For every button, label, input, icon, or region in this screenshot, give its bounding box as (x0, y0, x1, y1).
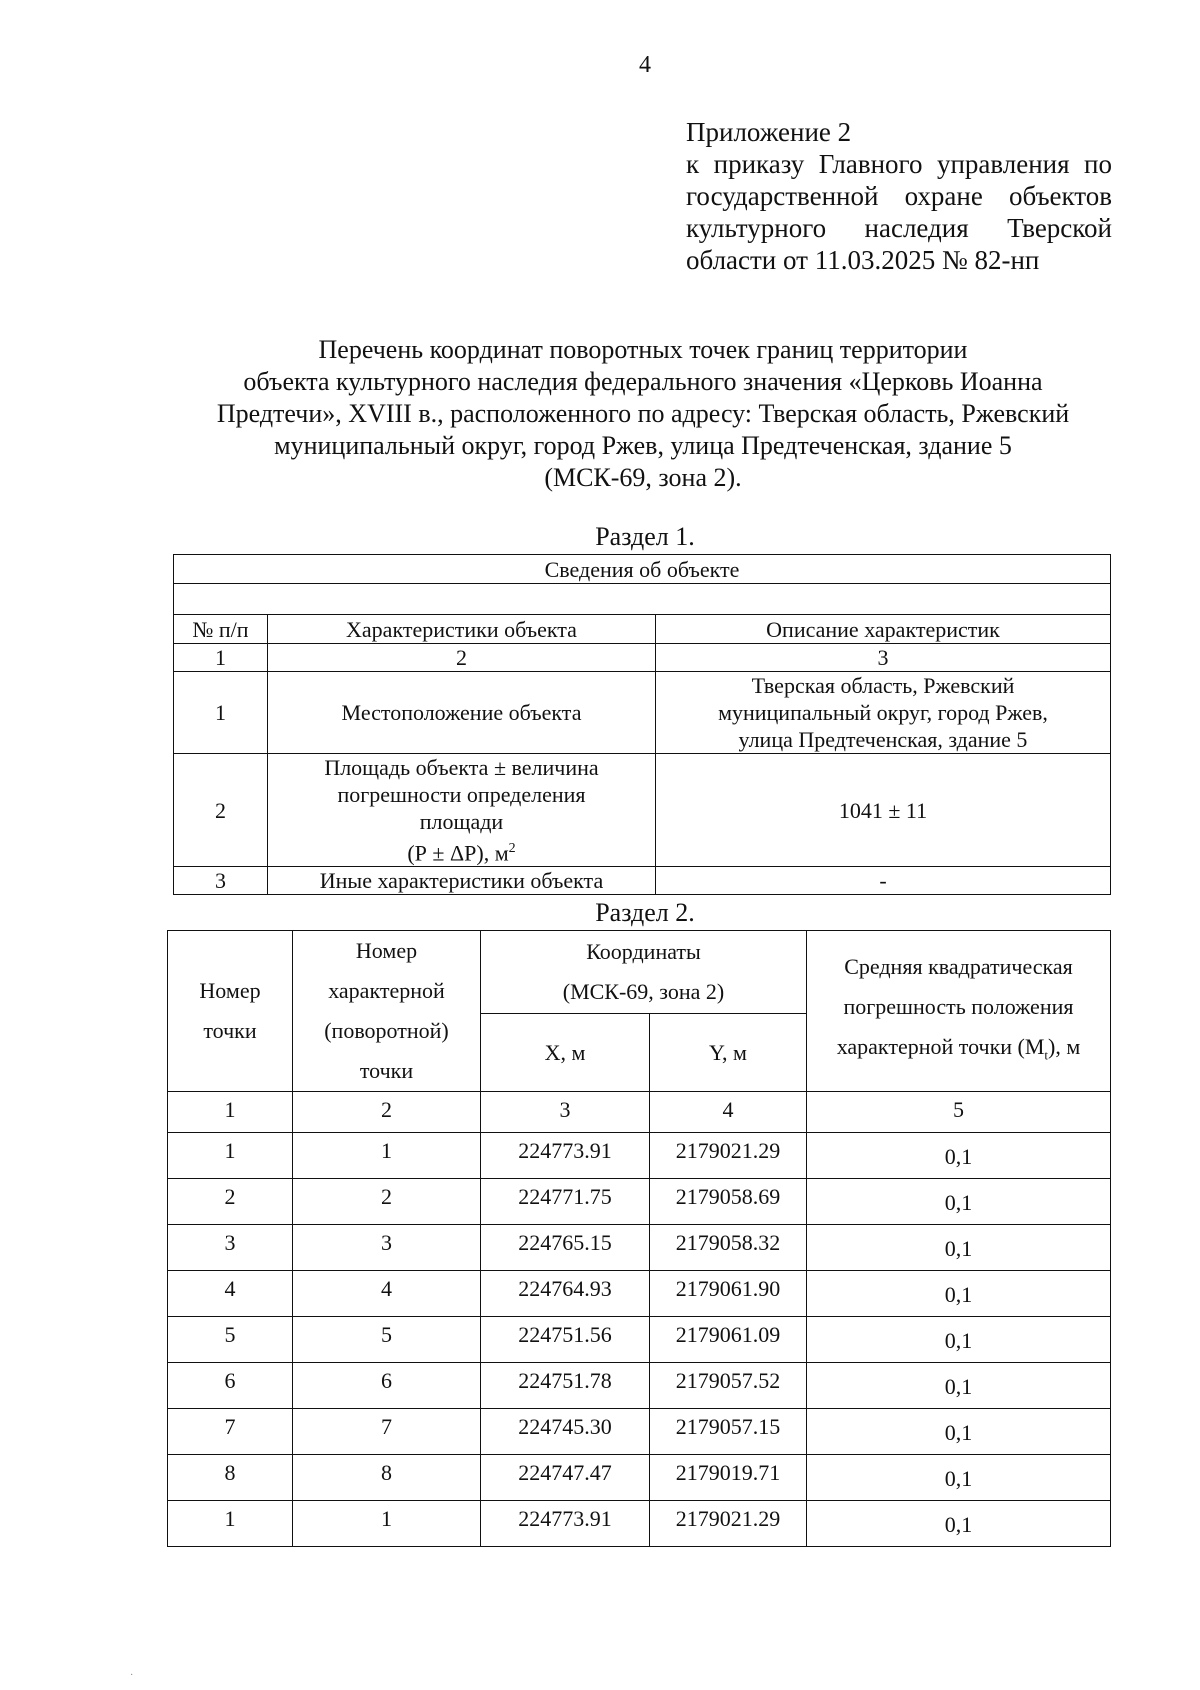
y-coordinate: 2179058.69 (650, 1179, 807, 1225)
table-row (168, 1317, 1111, 1363)
error-value: 0,1 (807, 1179, 1111, 1225)
table-row (168, 1455, 1111, 1501)
column-header: Описание характеристик (656, 615, 1111, 644)
empty-row (174, 584, 1111, 615)
column-number: 3 (656, 644, 1111, 672)
section2-heading: Раздел 2. (595, 898, 695, 927)
title-line: (МСК-69, зона 2). (544, 463, 742, 492)
table-row (168, 1179, 1111, 1225)
x-coordinate: 224745.30 (481, 1409, 650, 1455)
point-number: 1 (168, 1501, 293, 1547)
table-row (168, 1363, 1111, 1409)
header-char-point-number (293, 931, 481, 1092)
error-value: 0,1 (807, 1133, 1111, 1179)
table-row (168, 1225, 1111, 1271)
object-info-table (173, 554, 1111, 895)
x-coordinate: 224771.75 (481, 1179, 650, 1225)
name-line: погрешности определения (337, 782, 586, 807)
error-unit: ), м (1048, 1033, 1081, 1059)
char-point-number: 2 (293, 1179, 481, 1225)
title-line: Предтечи», XVIII в., расположенного по адресу: Тверская область, Ржевский (216, 399, 1070, 428)
document-title (170, 334, 1116, 494)
char-point-number: 1 (293, 1501, 481, 1547)
point-number: 1 (168, 1133, 293, 1179)
point-number: 7 (168, 1409, 293, 1455)
appendix-block (686, 116, 1112, 276)
y-coordinate: 2179058.32 (650, 1225, 807, 1271)
value-line: муниципальный округ, город Ржев, (718, 700, 1048, 725)
column-number: 1 (168, 1092, 293, 1133)
header-line: Номер (199, 978, 261, 1003)
header-line (813, 1027, 1104, 1075)
characteristic-value (656, 672, 1111, 754)
characteristic-value: 1041 ± 11 (656, 754, 1111, 867)
header-line: точки (203, 1018, 257, 1043)
char-point-number: 1 (293, 1133, 481, 1179)
point-number: 2 (168, 1179, 293, 1225)
point-number: 3 (168, 1225, 293, 1271)
title-line: объекта культурного наследия федерального значения «Церковь Иоанна (243, 367, 1043, 396)
x-coordinate: 224751.56 (481, 1317, 650, 1363)
char-point-number: 5 (293, 1317, 481, 1363)
characteristic-name (268, 754, 656, 867)
area-formula: (Р ± ΔР), м (407, 840, 509, 866)
column-number: 2 (268, 644, 656, 672)
column-header: Характеристики объекта (268, 615, 656, 644)
error-value: 0,1 (807, 1409, 1111, 1455)
point-number: 5 (168, 1317, 293, 1363)
characteristic-value: - (656, 867, 1111, 895)
point-number: 8 (168, 1455, 293, 1501)
name-line: Площадь объекта ± величина (324, 755, 599, 780)
x-coordinate: 224764.93 (481, 1271, 650, 1317)
header-line: (МСК-69, зона 2) (562, 979, 725, 1005)
page-number: 4 (639, 52, 651, 78)
x-coordinate: 224773.91 (481, 1133, 650, 1179)
header-coordinates (481, 931, 807, 1014)
y-coordinate: 2179019.71 (650, 1455, 807, 1501)
y-coordinate: 2179061.90 (650, 1271, 807, 1317)
header-line: (поворотной) (324, 1018, 449, 1043)
header-point-number (168, 931, 293, 1092)
x-coordinate: 224747.47 (481, 1455, 650, 1501)
header-line: точки (359, 1058, 414, 1083)
char-point-number: 8 (293, 1455, 481, 1501)
header-line: Средняя квадратическая (844, 953, 1073, 979)
column-number: 5 (807, 1092, 1111, 1133)
section1-heading: Раздел 1. (595, 522, 695, 551)
header-line: Координаты (586, 939, 701, 965)
column-number: 3 (481, 1092, 650, 1133)
column-number: 1 (174, 644, 268, 672)
char-point-number: 6 (293, 1363, 481, 1409)
char-point-number: 4 (293, 1271, 481, 1317)
error-value: 0,1 (807, 1225, 1111, 1271)
appendix-line: культурного наследия Тверской (686, 213, 1112, 243)
table-row (168, 1133, 1111, 1179)
coordinates-table (167, 930, 1111, 1547)
header-y: Y, м (650, 1014, 807, 1092)
error-value: 0,1 (807, 1501, 1111, 1547)
error-label: характерной точки (M (836, 1033, 1045, 1059)
x-coordinate: 224751.78 (481, 1363, 650, 1409)
char-point-number: 7 (293, 1409, 481, 1455)
row-number: 2 (174, 754, 268, 867)
characteristic-name: Иные характеристики объекта (268, 867, 656, 895)
header-x: X, м (481, 1014, 650, 1092)
y-coordinate: 2179057.15 (650, 1409, 807, 1455)
header-line: Номер (355, 938, 418, 963)
appendix-line: государственной охране объектов (686, 181, 1112, 211)
column-number: 2 (293, 1092, 481, 1133)
value-line: улица Предтеченская, здание 5 (738, 727, 1028, 752)
table-row (168, 1409, 1111, 1455)
column-number: 4 (650, 1092, 807, 1133)
point-number: 6 (168, 1363, 293, 1409)
row-number: 3 (174, 867, 268, 895)
error-value: 0,1 (807, 1317, 1111, 1363)
header-line: погрешность положения (843, 993, 1074, 1019)
y-coordinate: 2179021.29 (650, 1501, 807, 1547)
row-number: 1 (174, 672, 268, 754)
characteristic-name: Местоположение объекта (268, 672, 656, 754)
point-number: 4 (168, 1271, 293, 1317)
name-line: площади (419, 809, 504, 834)
title-line: Перечень координат поворотных точек границ территории (318, 335, 968, 364)
error-value: 0,1 (807, 1271, 1111, 1317)
error-value: 0,1 (807, 1363, 1111, 1409)
y-coordinate: 2179057.52 (650, 1363, 807, 1409)
header-error (807, 931, 1111, 1092)
area-unit-power: 2 (508, 841, 516, 856)
table-row (168, 1271, 1111, 1317)
table-caption: Сведения об объекте (174, 555, 1111, 584)
header-line: характерной (328, 978, 445, 1003)
error-value: 0,1 (807, 1455, 1111, 1501)
title-line: муниципальный округ, город Ржев, улица Предтеченская, здание 5 (274, 431, 1012, 460)
appendix-line: Приложение 2 (686, 117, 852, 147)
appendix-line: области от 11.03.2025 № 82-нп (686, 245, 1040, 275)
x-coordinate: 224773.91 (481, 1501, 650, 1547)
name-line (274, 835, 649, 866)
error-subscript: t (1044, 1047, 1049, 1063)
x-coordinate: 224765.15 (481, 1225, 650, 1271)
appendix-line: к приказу Главного управления по (686, 149, 1112, 179)
value-line: Тверская область, Ржевский (751, 673, 1015, 698)
y-coordinate: 2179061.09 (650, 1317, 807, 1363)
table-row (168, 1501, 1111, 1547)
char-point-number: 3 (293, 1225, 481, 1271)
column-header: № п/п (174, 615, 268, 644)
y-coordinate: 2179021.29 (650, 1133, 807, 1179)
